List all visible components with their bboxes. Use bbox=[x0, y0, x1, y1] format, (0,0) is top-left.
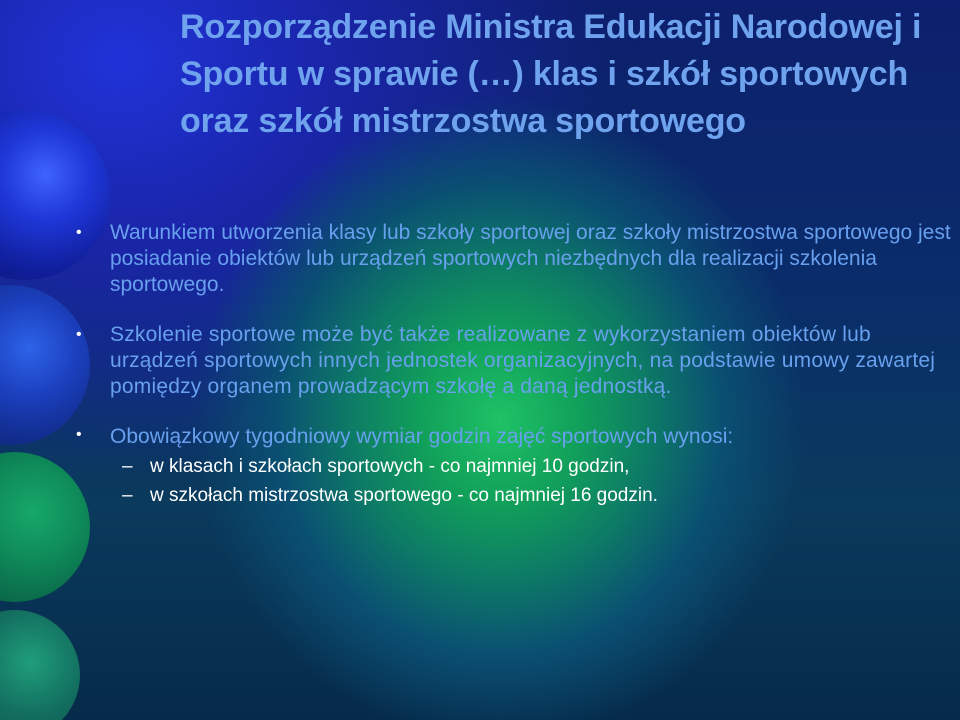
dash-icon: – bbox=[122, 485, 133, 506]
bullet-text: Warunkiem utworzenia klasy lub szkoły sportowej oraz szkoły mistrzostwa sportowego jest posiadanie obiektów lub urządzeń sportowych niezbędnych dla realizacji szkolenia sportowego. bbox=[110, 221, 951, 296]
bullet-dot-icon: • bbox=[76, 326, 82, 343]
slide-title: Rozporządzenie Ministra Edukacji Narodowej i Sportu w sprawie (…) klas i szkół sportowych oraz szkół mistrzostwa sportowego bbox=[180, 8, 922, 140]
sub-bullet-text: w klasach i szkołach sportowych - co najmniej 10 godzin, bbox=[150, 456, 630, 477]
bullet-item bbox=[72, 322, 952, 400]
bullet-item bbox=[72, 422, 952, 452]
bullet-dot-icon: • bbox=[76, 224, 82, 241]
sub-bullet-item bbox=[72, 452, 952, 481]
bullet-text: Szkolenie sportowe może być także realizowane z wykorzystaniem obiektów lub urządzeń sportowych innych jednostek organizacyjnych, na podstawie umowy zawartej pomiędzy organem prowadzącym szkołę a daną jednostką. bbox=[110, 323, 936, 398]
dash-icon: – bbox=[122, 456, 133, 477]
decorative-sphere bbox=[0, 610, 80, 720]
bullet-text: Obowiązkowy tygodniowy wymiar godzin zajęć sportowych wynosi: bbox=[110, 425, 734, 448]
bullet-list bbox=[72, 220, 952, 510]
sub-bullet-item bbox=[72, 481, 952, 510]
bullet-dot-icon: • bbox=[76, 426, 82, 443]
bullet-item bbox=[72, 220, 952, 298]
sub-bullet-text: w szkołach mistrzostwa sportowego - co najmniej 16 godzin. bbox=[150, 485, 658, 506]
